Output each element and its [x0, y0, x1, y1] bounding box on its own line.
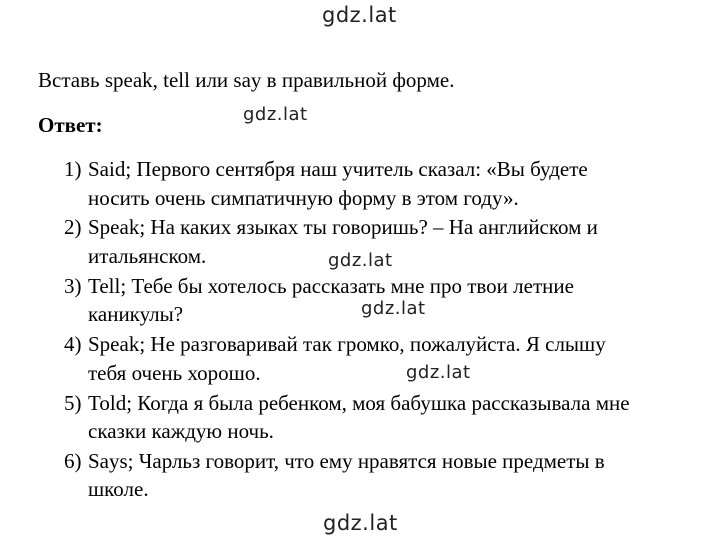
- answer-text-line: тебя очень хорошо.: [88, 360, 261, 385]
- answer-label: Ответ:: [38, 113, 103, 137]
- watermark-bottom: gdz.lat: [323, 511, 398, 535]
- watermark-mid-4: gdz.lat: [406, 362, 471, 383]
- answer-text-line: Speak; На каких языках ты говоришь? – На английском и: [88, 215, 598, 240]
- task-instruction: Вставь speak, tell или say в правильной форме.: [38, 68, 455, 92]
- answer-text-line: Said; Первого сентября наш учитель сказал: «Вы будете: [88, 157, 588, 181]
- answer-text-line: сказки каждую ночь.: [88, 419, 274, 444]
- answer-text-line: школе.: [88, 477, 149, 502]
- answer-text-line: носить очень симпатичную форму в этом году».: [88, 185, 519, 210]
- answer-number: 6): [64, 448, 82, 473]
- watermark-top: gdz.lat: [322, 3, 397, 27]
- answer-item-6: [64, 447, 704, 504]
- answer-number: 2): [64, 215, 82, 240]
- answer-text-line: Speak; Не разговаривай так громко, пожалуйста. Я слышу: [88, 332, 606, 357]
- answer-text-line: Says; Чарльз говорит, что ему нравятся новые предметы в: [88, 448, 605, 473]
- answer-text-line: каникулы?: [88, 302, 184, 327]
- watermark-mid-3: gdz.lat: [361, 298, 426, 319]
- watermark-mid-2: gdz.lat: [328, 250, 393, 271]
- answer-list: [64, 155, 704, 505]
- answer-item-4: [64, 330, 704, 387]
- answer-text-line: итальянском.: [88, 243, 207, 268]
- answer-number: 1): [64, 157, 82, 181]
- answer-text-line: Tell; Тебе бы хотелось рассказать мне про твои летние: [88, 273, 574, 298]
- answer-item-1: [64, 155, 704, 212]
- answer-number: 5): [64, 390, 82, 415]
- answer-number: 3): [64, 273, 82, 298]
- answer-number: 4): [64, 332, 82, 357]
- answer-text-line: Told; Когда я была ребенком, моя бабушка рассказывала мне: [88, 390, 630, 415]
- watermark-mid-1: gdz.lat: [243, 104, 308, 125]
- answer-item-5: [64, 389, 704, 446]
